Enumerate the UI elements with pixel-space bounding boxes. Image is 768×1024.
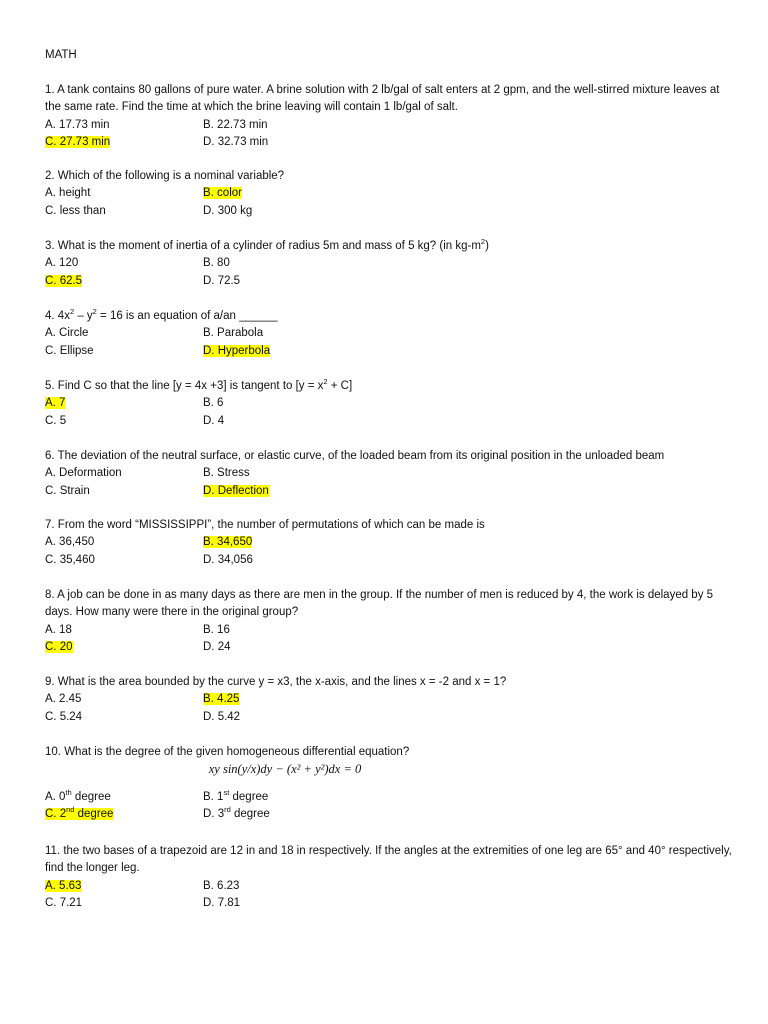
question-text-part: What is the moment of inertia of a cylinder of radius 5m and mass of 5 kg? (in kg-m: [57, 240, 481, 252]
question-text: [45, 843, 735, 878]
question-text: [45, 168, 735, 185]
question-11: [45, 843, 735, 913]
question-text-part: The deviation of the neutral surface, or elastic curve, of the loaded beam from its original position in the unloaded beam: [57, 450, 665, 462]
superscript: 2: [92, 307, 97, 317]
question-text-part: the two bases of a trapezoid are 12 in and 18 in respectively. If the angles at the extremities of one leg are 65° and 40° respectively, find the longer leg.: [45, 845, 732, 875]
highlighted-answer: [203, 693, 239, 705]
question-text-part: ): [485, 240, 489, 252]
answer-option-c: [45, 343, 203, 360]
question-number: 10.: [45, 746, 65, 758]
answer-option-a: [45, 255, 203, 272]
answer-text: C. Ellipse: [45, 344, 94, 357]
answer-option-b: [203, 878, 403, 895]
answer-text: degree: [71, 790, 111, 803]
answer-option-b: [203, 534, 403, 551]
answer-text: C. less than: [45, 204, 106, 217]
answer-option-d: [203, 134, 403, 151]
answer-text: C. Strain: [45, 484, 90, 497]
answer-text: C. 62.5: [45, 274, 83, 287]
question-number: 11.: [45, 845, 64, 857]
answer-options: [45, 325, 735, 360]
answer-option-c: [45, 134, 203, 151]
question-text-part: What is the degree of the given homogeneous differential equation?: [64, 746, 410, 758]
answer-option-a: [45, 117, 203, 134]
answer-label: [45, 693, 81, 705]
question-text: [45, 308, 735, 325]
answer-text: A. Circle: [45, 327, 89, 340]
question-10: [45, 744, 735, 824]
answer-option-a: [45, 325, 203, 342]
superscript: 2: [323, 377, 328, 387]
question-text: [45, 587, 735, 622]
answer-option-d: [203, 483, 403, 500]
answer-label: [203, 711, 240, 723]
answer-text: D. Deflection: [203, 484, 269, 497]
answer-label: [45, 554, 95, 566]
question-text-part: Which of the following is a nominal variable?: [57, 170, 285, 182]
answer-option-b: [203, 117, 403, 134]
question-text: [45, 378, 735, 395]
answer-option-b: [203, 395, 403, 412]
answer-options: [45, 395, 735, 430]
question-number: 4.: [45, 310, 58, 322]
answer-options: [45, 789, 735, 824]
answer-text: C. 35,460: [45, 553, 95, 566]
answer-text: A. 36,450: [45, 536, 95, 549]
answer-label: [45, 257, 78, 269]
question-text: [45, 674, 735, 691]
answer-option-d: [203, 343, 403, 360]
answer-option-b: [203, 325, 403, 342]
answer-text: A. height: [45, 187, 91, 200]
answer-label: [203, 397, 223, 409]
answer-option-c: [45, 203, 203, 220]
answer-option-d: [203, 273, 403, 290]
answer-option-d: [203, 552, 403, 569]
answer-option-a: [45, 395, 203, 412]
question-text-part: = 16 is an equation of a/an ______: [96, 310, 278, 322]
question-text: [45, 82, 735, 117]
question-text: [45, 744, 735, 761]
question-6: [45, 448, 735, 500]
question-text: [45, 517, 735, 534]
answer-options: [45, 465, 735, 500]
answer-label: [45, 711, 82, 723]
question-8: [45, 587, 735, 657]
question-number: 1.: [45, 84, 58, 96]
question-text-part: Find C so that the line [y = 4x +3] is tangent to [y = x: [57, 380, 324, 392]
answer-text: A. 18: [45, 623, 72, 636]
equation: xy sin(y/x)dy − (x² + y²)dx = 0: [208, 762, 362, 777]
superscript: st: [223, 787, 230, 797]
question-text-part: What is the area bounded by the curve y = x3, the x-axis, and the lines x = -2 and x = 1?: [57, 676, 507, 688]
document-title: MATH: [45, 49, 77, 61]
question-number: 9.: [45, 676, 58, 688]
answer-text: B. 4.25: [203, 693, 240, 706]
answer-option-d: [203, 806, 403, 823]
answer-label: [45, 415, 66, 427]
answer-label: [203, 415, 224, 427]
answer-options: [45, 185, 735, 220]
answer-label: [45, 897, 82, 909]
answer-option-d: [203, 639, 403, 656]
answer-option-c: [45, 895, 203, 912]
answer-text: A. 7: [45, 397, 66, 410]
answer-option-c: [45, 639, 203, 656]
answer-text: D. Hyperbola: [203, 344, 271, 357]
answer-option-b: [203, 622, 403, 639]
question-number: 3.: [45, 240, 58, 252]
question-4: [45, 308, 735, 360]
answer-text: D. 300 kg: [203, 204, 253, 217]
highlighted-answer: [203, 485, 269, 497]
answer-text: B. 6: [203, 397, 224, 410]
answer-text: C. 2: [45, 808, 67, 821]
answer-text: A. 0: [45, 790, 66, 803]
answer-label: [45, 624, 72, 636]
question-number: 2.: [45, 170, 58, 182]
answer-option-a: [45, 789, 203, 806]
superscript: rd: [224, 805, 231, 815]
answer-option-b: [203, 465, 403, 482]
answer-label: [203, 624, 230, 636]
highlighted-answer: [45, 641, 73, 653]
answer-label: [203, 275, 240, 287]
answer-text: B. 22.73 min: [203, 118, 268, 131]
highlighted-answer: [203, 345, 270, 357]
answer-label: [203, 327, 263, 339]
answer-label: [203, 257, 230, 269]
answer-label: [203, 554, 253, 566]
question-text-part: 4x: [57, 310, 70, 322]
question-text-part: – y: [74, 310, 93, 322]
answer-option-a: [45, 185, 203, 202]
answer-option-a: [45, 878, 203, 895]
superscript: th: [65, 787, 72, 797]
answer-label: [203, 787, 269, 803]
answer-label: [203, 897, 240, 909]
superscript: 2: [480, 237, 486, 247]
answer-text: B. color: [203, 187, 242, 200]
answer-option-d: [203, 895, 403, 912]
superscript: 2: [69, 307, 75, 317]
answer-text: A. 2.45: [45, 693, 82, 706]
question-3: [45, 238, 735, 290]
question-number: 7.: [45, 519, 58, 531]
answer-option-a: [45, 465, 203, 482]
answer-option-a: [45, 622, 203, 639]
answer-text: degree: [230, 808, 270, 821]
answer-text: B. Parabola: [203, 327, 264, 340]
highlighted-answer: [203, 187, 242, 199]
answer-text: D. 72.5: [203, 274, 241, 287]
question-1: [45, 82, 735, 152]
answer-text: B. 1: [203, 790, 224, 803]
answer-text: D. 24: [203, 641, 231, 654]
answer-text: C. 5: [45, 414, 67, 427]
highlighted-answer: [203, 536, 252, 548]
answer-label: [45, 327, 88, 339]
answer-options: [45, 117, 735, 152]
answer-options: [45, 255, 735, 290]
answer-label: [203, 119, 268, 131]
answer-label: [203, 467, 250, 479]
answer-options: [45, 534, 735, 569]
answer-text: B. 6.23: [203, 879, 240, 892]
question-5: [45, 378, 735, 430]
highlighted-answer: [45, 136, 110, 148]
answer-text: B. 34,650: [203, 536, 253, 549]
answer-options: [45, 878, 735, 913]
answer-text: D. 4: [203, 414, 225, 427]
answer-label: [203, 205, 252, 217]
question-number: 8.: [45, 589, 58, 601]
question-text-part: A job can be done in as many days as there are men in the group. If the number of men is reduced by 4, the work is delayed by 5 days. How many were there in the original group?: [45, 589, 714, 619]
question-number: 5.: [45, 380, 58, 392]
answer-label: [45, 467, 122, 479]
answer-option-d: [203, 203, 403, 220]
answer-label: [45, 787, 111, 803]
answer-text: C. 7.21: [45, 897, 83, 910]
answer-text: D. 34,056: [203, 553, 253, 566]
answer-text: C. 20: [45, 641, 73, 654]
answer-option-b: [203, 691, 403, 708]
answer-option-b: [203, 789, 403, 806]
answer-label: [45, 119, 110, 131]
answer-text: D. 32.73 min: [203, 136, 269, 149]
answer-text: B. 80: [203, 257, 230, 270]
answer-option-c: [45, 709, 203, 726]
answer-option-c: [45, 413, 203, 430]
answer-label: [45, 187, 90, 199]
answer-option-c: [45, 273, 203, 290]
answer-label: [203, 136, 268, 148]
question-text: [45, 448, 735, 465]
answer-text: B. Stress: [203, 467, 250, 480]
answer-label: [203, 805, 270, 821]
answer-option-b: [203, 255, 403, 272]
highlighted-answer: [45, 805, 114, 821]
question-7: [45, 517, 735, 569]
highlighted-answer: [45, 397, 65, 409]
answer-text: B. 16: [203, 623, 230, 636]
answer-option-c: [45, 552, 203, 569]
answer-text: A. 5.63: [45, 879, 82, 892]
question-text-part: From the word “MISSISSIPPI”, the number of permutations of which can be made is: [57, 519, 485, 531]
question-number: 6.: [45, 450, 58, 462]
answer-option-a: [45, 691, 203, 708]
answer-text: A. Deformation: [45, 467, 122, 480]
answer-text: D. 5.42: [203, 710, 241, 723]
answer-label: [45, 345, 94, 357]
answer-text: D. 7.81: [203, 897, 241, 910]
highlighted-answer: [45, 880, 81, 892]
answer-text: degree: [74, 808, 114, 821]
highlighted-answer: [45, 275, 82, 287]
question-2: [45, 168, 735, 220]
answer-label: [45, 485, 90, 497]
answer-label: [45, 205, 106, 217]
answer-label: [45, 536, 94, 548]
answer-option-c: [45, 806, 203, 823]
answer-options: [45, 691, 735, 726]
answer-text: degree: [229, 790, 269, 803]
question-text-part: + C]: [327, 380, 353, 392]
question-9: [45, 674, 735, 726]
answer-text: A. 17.73 min: [45, 118, 110, 131]
answer-option-d: [203, 413, 403, 430]
answer-options: [45, 622, 735, 657]
answer-text: A. 120: [45, 257, 79, 270]
answer-option-d: [203, 709, 403, 726]
answer-label: [203, 641, 231, 653]
answer-option-b: [203, 185, 403, 202]
answer-text: D. 3: [203, 808, 225, 821]
answer-text: C. 5.24: [45, 710, 83, 723]
question-text-part: A tank contains 80 gallons of pure water. A brine solution with 2 lb/gal of salt enters at 2 gpm, and the well-stirred mixture leaves at the same rate. Find the time at which the brine leaving will contain 1 lb/gal of salt.: [45, 84, 720, 114]
answer-option-c: [45, 483, 203, 500]
question-text: [45, 238, 735, 255]
answer-text: C. 27.73 min: [45, 136, 111, 149]
answer-option-a: [45, 534, 203, 551]
answer-label: [203, 880, 239, 892]
superscript: nd: [66, 805, 75, 815]
